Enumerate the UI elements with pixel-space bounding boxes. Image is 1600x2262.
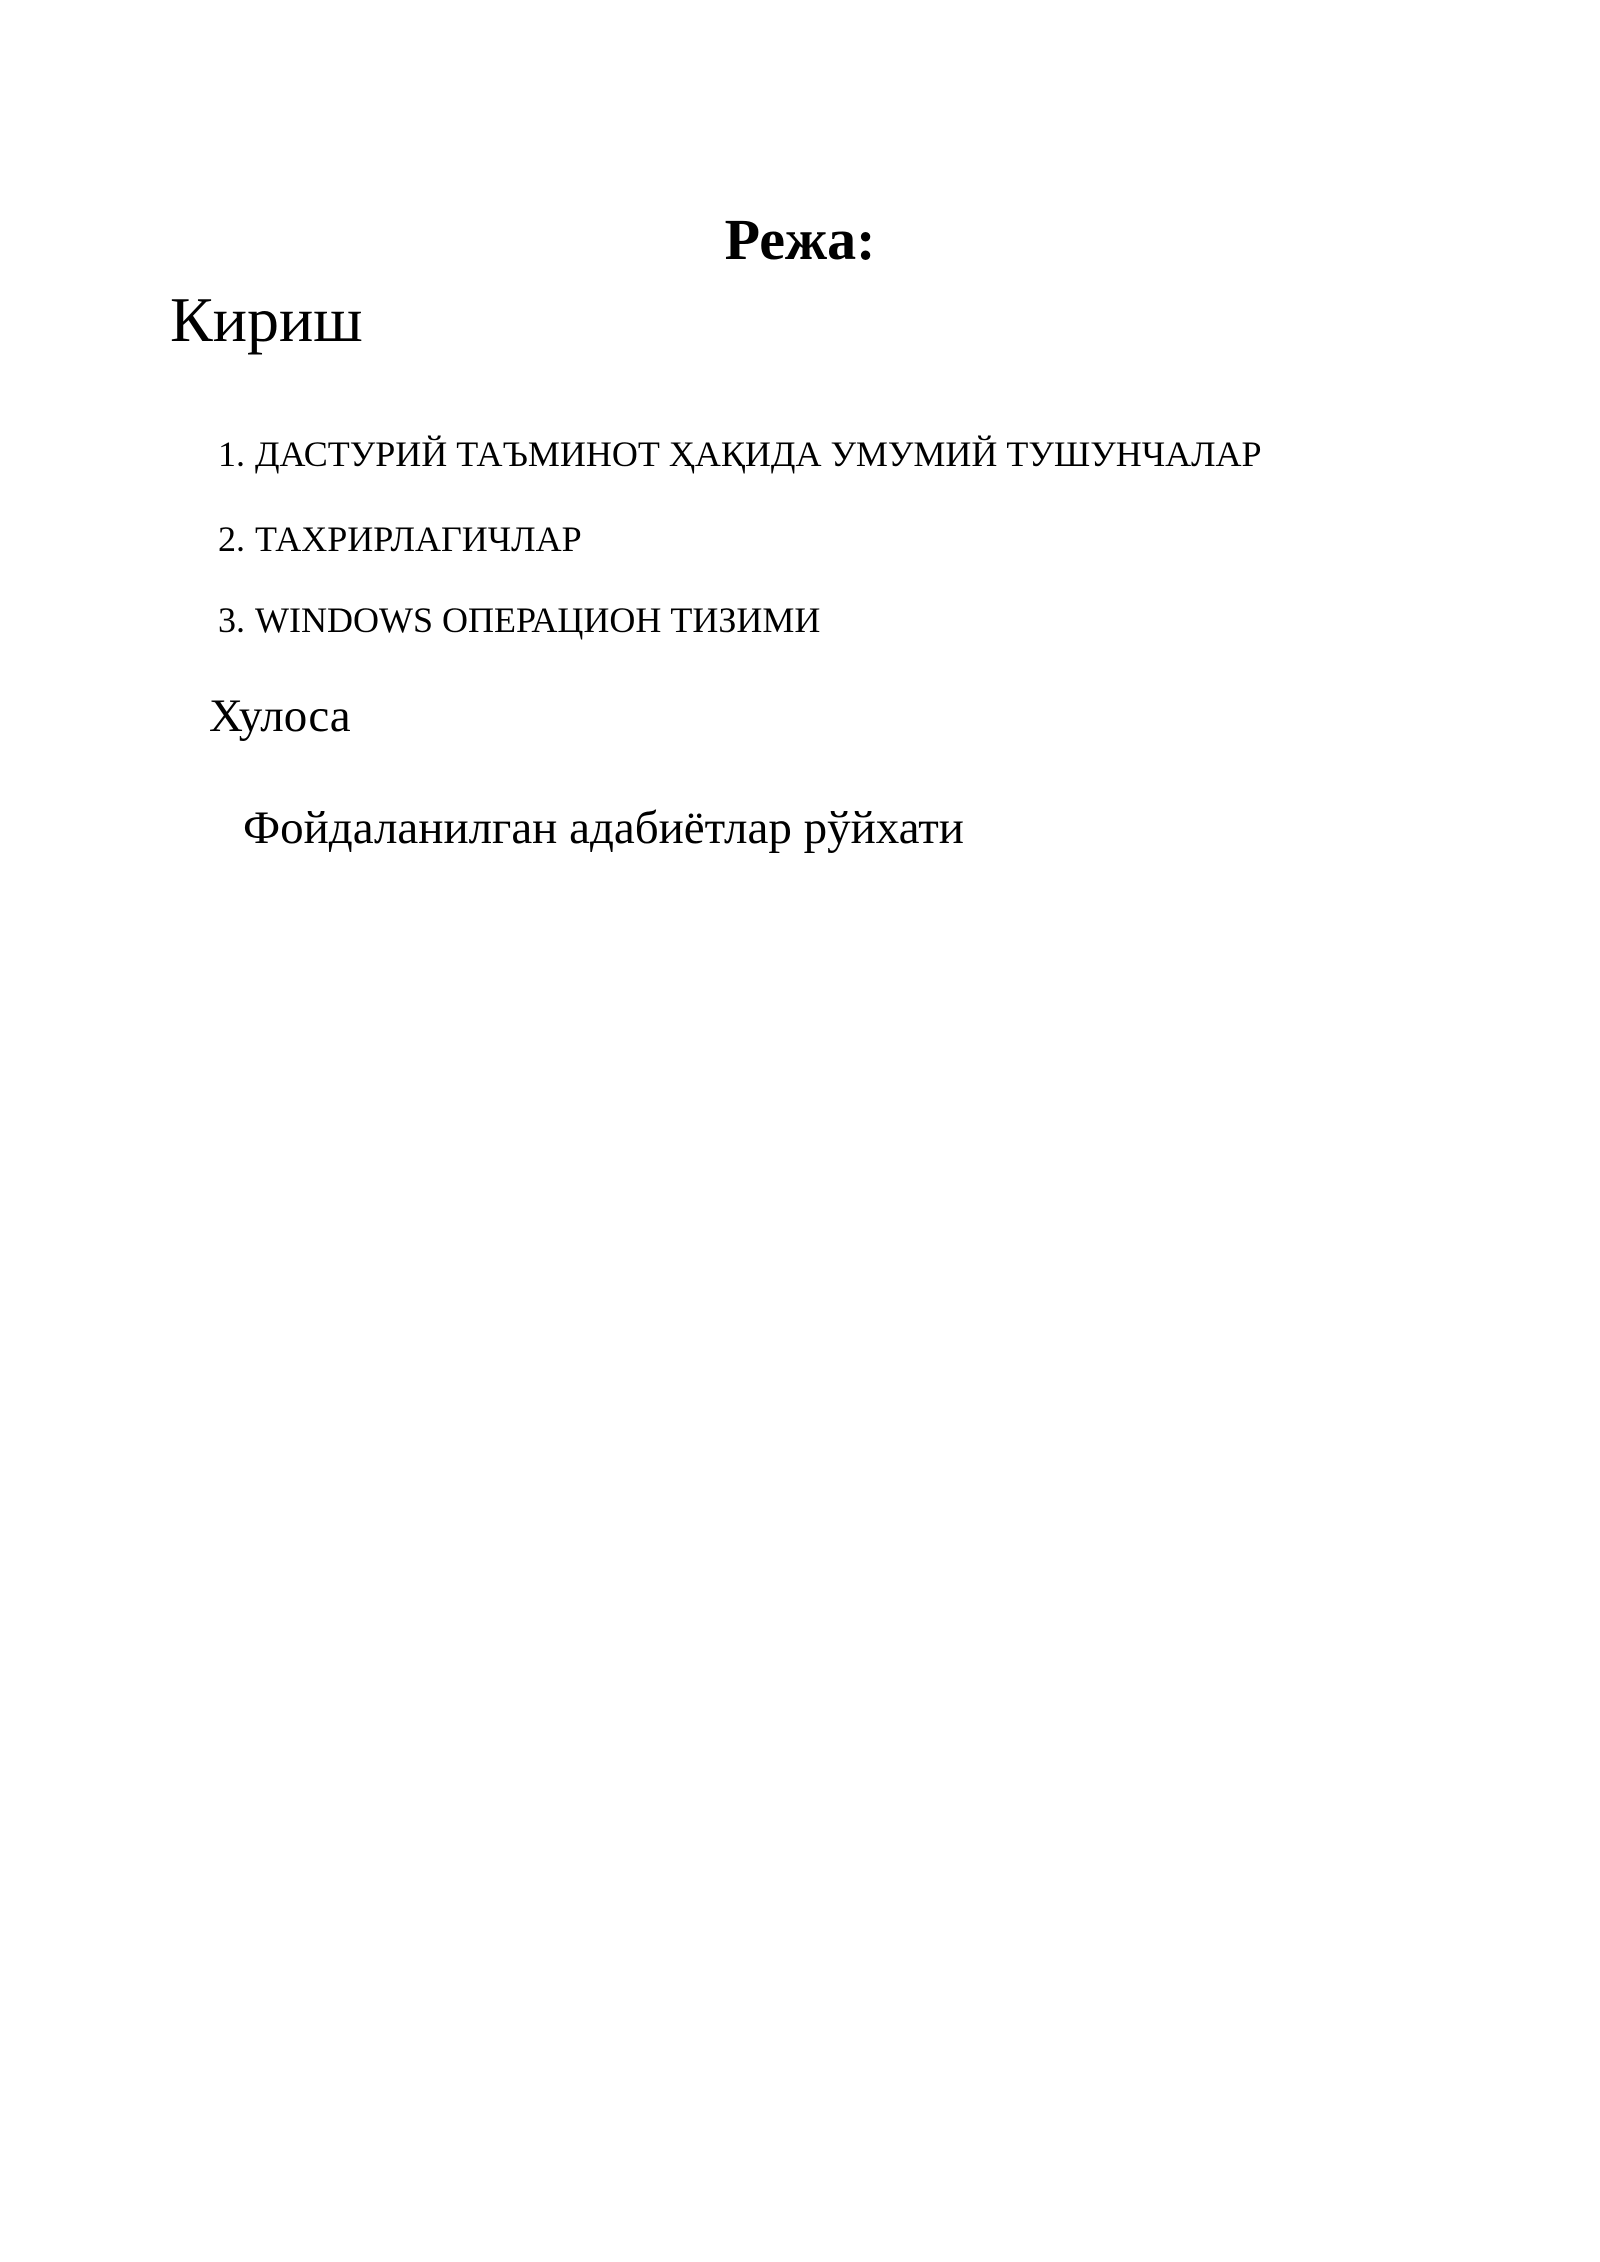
list-item-text: ТАХРИРЛАГИЧЛАР [255,519,582,559]
section-conclusion: Хулоса [209,690,351,742]
list-item [218,599,820,642]
list-item-number: 3. [218,600,245,640]
list-item-number: 1. [218,434,245,474]
list-item [218,433,1262,476]
list-item-text: ДАСТУРИЙ ТАЪМИНОТ ҲАҚИДА УМУМИЙ ТУШУНЧАЛАР [255,434,1262,474]
list-item [218,518,582,561]
list-item-text: WINDOWS ОПЕРАЦИОН ТИЗИМИ [255,600,821,640]
page-title: Режа: [724,207,876,272]
section-references: Фойдаланилган адабиётлар рўйхати [243,802,964,854]
list-item-number: 2. [218,519,245,559]
section-intro: Кириш [170,284,363,355]
